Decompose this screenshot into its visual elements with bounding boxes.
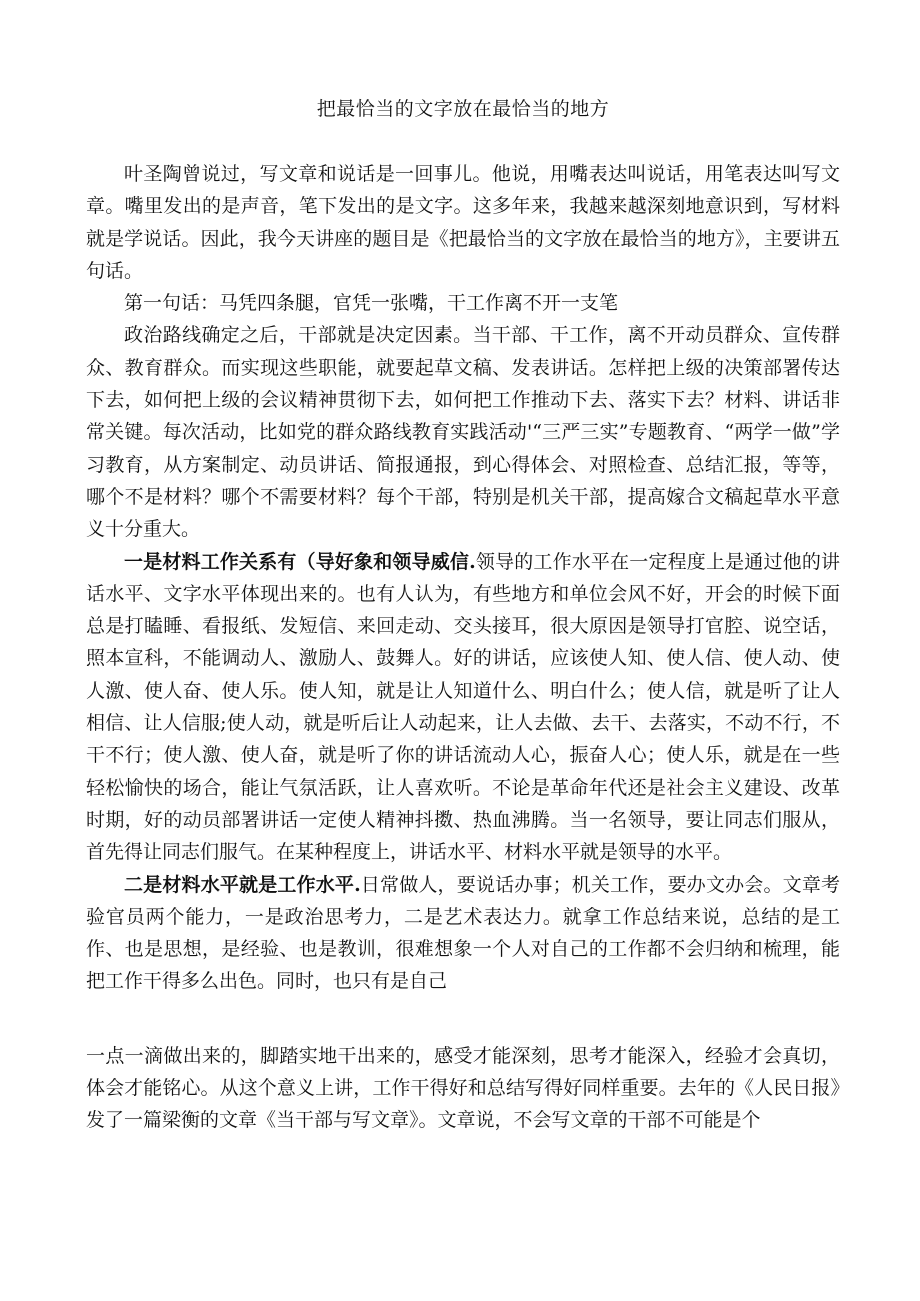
point-two-text: 日常做人，要说话办事；机关工作，要办文办会。文章考验官员两个能力，一是政治思考力，二是艺术表达力。就拿工作总结来说，总结的是工作、也是思想，是经验、也是教训，很难想象一个人对自己的工作都不会归纳和梳理，能把工作干得多么出色。同时，也只有是自己: [86, 873, 840, 993]
paragraph-intro: 叶圣陶曾说过，写文章和说话是一回事儿。他说，用嘴表达叫说话，用笔表达叫写文章。嘴里发出的是声音，笔下发出的是文字。这多年来，我越来越深刻地意识到，写材料就是学说话。因此，我今天讲座的题目是《把最恰当的文字放在最恰当的地方》，主要讲五句话。: [86, 163, 840, 282]
paragraph-point-one: [86, 546, 840, 869]
document-body: [86, 158, 840, 1137]
point-one-text: 领导的工作水平在一定程度上是通过他的讲话水平、文字水平体现出来的。也有人认为，有些地方和单位会风不好，开会的时候下面总是打瞌睡、看报纸、发短信、来回走动、交头接耳，很大原因是领导打官腔、说空话，照本宣科，不能调动人、激励人、鼓舞人。好的讲话，应该使人知、使人信、使人动、使人激、使人奋、使人乐。使人知，就是让人知道什么、明白什么；使人信，就是听了让人相信、让人信服;使人动，就是听后让人动起来，让人去做、去干、去落实，不动不行，不干不行；使人激、使人奋，就是听了你的讲话流动人心，振奋人心；使人乐，就是在一些轻松愉快的场合，能让气氛活跃，让人喜欢听。不论是革命年代还是社会主义建设、改革时期，好的动员部署讲话一定使人精神抖擞、热血沸腾。当一名领导，要让同志们服从，首先得让同志们服气。在某种程度上，讲话水平、材料水平就是领导的水平。: [86, 550, 840, 864]
paragraph-continuation: 一点一滴做出来的，脚踏实地干出来的，感受才能深刻，思考才能深入，经验才会真切，体会才能铭心。从这个意义上讲，工作干得好和总结写得好同样重要。去年的《人民日报》发了一篇梁衡的文章《当干部与写文章》。文章说，不会写文章的干部不可能是个: [86, 1044, 840, 1132]
point-one-lead: 一是材料工作关系有（导好象和领导威信.: [124, 550, 476, 573]
paragraph-politics: 政治路线确定之后，干部就是决定因素。当干部、干工作，离不开动员群众、宣传群众、教育群众。而实现这些职能，就要起草文稿、发表讲话。怎样把上级的决策部署传达下去，如何把上级的会议精神贯彻下去，如何把工作推动下去、落实下去？材料、讲话非常关键。每次活动，比如党的群众路线教育实践活动'“三严三实”专题教育、“两学一做”学习教育，从方案制定、动员讲话、简报通报，到心得体会、对照检查、总结汇报，等等，哪个不是材料？哪个不需要材料？每个干部，特别是机关干部，提高嫁合文稿起草水平意义十分重大。: [86, 324, 840, 541]
section-heading-text: 第一句话：马凭四条腿，官凭一张嘴，干工作离不开一支笔: [124, 292, 619, 315]
document-title: 把最恰当的文字放在最恰当的地方: [316, 98, 610, 120]
point-two-lead: 二是材料水平就是工作水平.: [124, 873, 361, 896]
page-break-gap: [86, 998, 840, 1040]
paragraph-point-two: [86, 869, 840, 998]
section-heading-first: [86, 287, 840, 319]
document-page: [86, 0, 840, 1301]
